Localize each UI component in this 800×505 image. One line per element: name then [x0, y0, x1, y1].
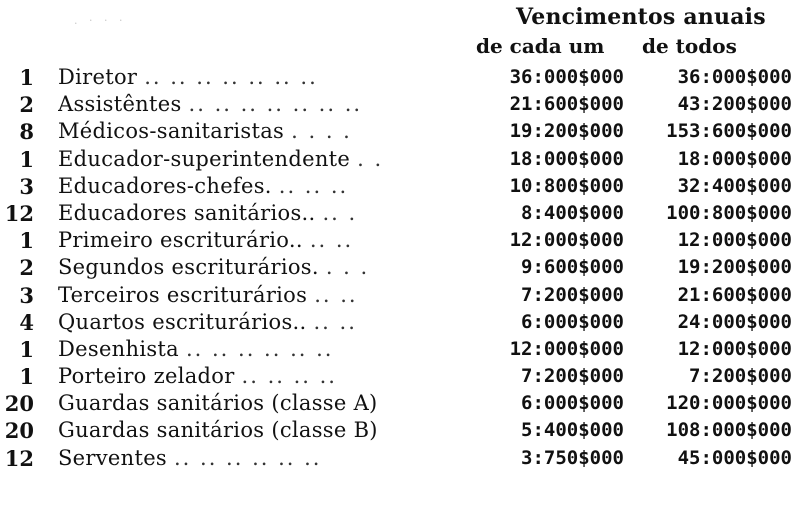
- row-salary-total: 100:800$000: [666, 201, 792, 224]
- row-salary-total: 18:000$000: [677, 147, 792, 170]
- row-leader-dots: .. ..: [309, 228, 354, 253]
- row-salary-each: 10:800$000: [509, 174, 624, 197]
- row-quantity: 20: [4, 418, 34, 444]
- row-salary-each: 12:000$000: [509, 229, 624, 252]
- row-leader-dots: .. ..: [314, 282, 358, 307]
- row-title-cell: [58, 173, 448, 200]
- table-row: [0, 282, 800, 309]
- row-title-cell: [58, 64, 448, 91]
- faint-smudge: . · · ·: [74, 14, 127, 27]
- row-salary-total: 43:200$000: [677, 93, 792, 116]
- row-title: Educadores-chefes.: [58, 173, 272, 198]
- row-title: Porteiro zelador: [58, 364, 235, 389]
- row-quantity: 4: [19, 309, 34, 335]
- row-quantity: 1: [19, 364, 34, 390]
- row-title: Segundos escriturários.: [58, 255, 319, 280]
- row-salary-each: 6:000$000: [521, 310, 624, 333]
- row-salary-total: 12:000$000: [677, 337, 792, 360]
- row-salary-each: 9:600$000: [521, 256, 624, 279]
- row-leader-dots: .. .. .. .. .. .. ..: [188, 92, 363, 117]
- row-leader-dots: .. .. .. .. .. .. ..: [144, 65, 318, 89]
- row-salary-each: 36:000$000: [509, 66, 624, 88]
- row-quantity: 1: [19, 228, 34, 254]
- row-salary-total: 7:200$000: [689, 365, 792, 388]
- row-salary-each: 21:600$000: [509, 93, 624, 116]
- row-salary-total: 36:000$000: [677, 66, 792, 88]
- row-title-cell: [58, 91, 448, 118]
- row-leader-dots: . . .: [325, 255, 370, 280]
- row-salary-total: 24:000$000: [677, 310, 792, 333]
- row-salary-each: 7:200$000: [521, 283, 624, 306]
- row-salary-total: 108:000$000: [666, 419, 792, 442]
- row-title-cell: [58, 254, 448, 281]
- row-leader-dots: .. .. ..: [278, 173, 349, 198]
- row-title: Quartos escriturários..: [58, 309, 307, 334]
- row-title-cell: [58, 417, 448, 444]
- row-quantity: 1: [19, 146, 34, 172]
- row-leader-dots: .. .. .. ..: [241, 364, 337, 389]
- header-title: Vencimentos anuais: [516, 4, 766, 30]
- table-row: [0, 445, 800, 472]
- row-quantity: 8: [19, 119, 34, 145]
- row-salary-total: 19:200$000: [677, 256, 792, 279]
- salary-table: [0, 64, 800, 472]
- row-quantity: 12: [4, 445, 34, 471]
- row-title-cell: [58, 309, 448, 336]
- table-row: [0, 336, 800, 363]
- row-leader-dots: .. .: [322, 200, 358, 225]
- table-row: [0, 64, 800, 91]
- row-title-cell: [58, 390, 448, 417]
- table-row: [0, 118, 800, 145]
- row-title: Serventes: [58, 445, 168, 470]
- row-leader-dots: .. ..: [313, 309, 357, 334]
- table-row: [0, 200, 800, 227]
- table-row: [0, 146, 800, 173]
- row-leader-dots: .. .. .. .. .. ..: [174, 445, 322, 470]
- header-col-all: de todos: [642, 34, 737, 58]
- row-quantity: 20: [4, 391, 34, 417]
- row-quantity: 1: [19, 65, 34, 90]
- table-row: [0, 390, 800, 417]
- row-salary-each: 6:000$000: [521, 392, 624, 415]
- table-row: [0, 254, 800, 281]
- row-salary-total: 120:000$000: [666, 392, 792, 415]
- row-title-cell: [58, 445, 448, 472]
- row-title-cell: [58, 363, 448, 390]
- row-salary-total: 32:400$000: [677, 174, 792, 197]
- row-title-cell: [58, 146, 448, 173]
- row-title: Terceiros escriturários: [58, 282, 308, 307]
- table-row: [0, 227, 800, 254]
- table-row: [0, 309, 800, 336]
- row-title: Assistêntes: [58, 92, 182, 117]
- table-row: [0, 363, 800, 390]
- row-title: Diretor: [58, 65, 138, 89]
- row-salary-each: 7:200$000: [521, 365, 624, 388]
- row-salary-each: 3:750$000: [521, 446, 624, 469]
- row-quantity: 2: [19, 92, 34, 118]
- row-quantity: 1: [19, 336, 34, 362]
- row-title: Educador-superintendente: [58, 146, 351, 171]
- table-row: [0, 417, 800, 444]
- row-salary-total: 153:600$000: [666, 120, 792, 143]
- row-salary-each: 19:200$000: [509, 120, 624, 143]
- row-salary-each: 12:000$000: [509, 337, 624, 360]
- row-title-cell: [58, 336, 448, 363]
- row-title: Guardas sanitários (classe A): [58, 391, 378, 416]
- row-title-cell: [58, 227, 448, 254]
- row-salary-each: 5:400$000: [521, 419, 624, 442]
- row-title: Desenhista: [58, 336, 179, 361]
- row-salary-total: 21:600$000: [677, 283, 792, 306]
- row-quantity: 2: [19, 255, 34, 281]
- row-leader-dots: .. .. .. .. .. ..: [185, 336, 334, 361]
- row-leader-dots: . . . .: [291, 119, 352, 144]
- row-salary-each: 18:000$000: [509, 147, 624, 170]
- row-title: Médicos-sanitaristas: [58, 119, 285, 144]
- row-quantity: 3: [19, 173, 34, 199]
- row-salary-total: 12:000$000: [677, 229, 792, 252]
- row-title: Guardas sanitários (classe B): [58, 418, 378, 443]
- row-salary-each: 8:400$000: [521, 201, 624, 224]
- row-leader-dots: . .: [357, 146, 384, 171]
- row-title-cell: [58, 282, 448, 309]
- header-col-each: de cada um: [476, 34, 605, 58]
- table-row: [0, 173, 800, 200]
- row-title: Educadores sanitários..: [58, 200, 316, 225]
- row-title-cell: [58, 118, 448, 145]
- row-title: Primeiro escriturário..: [58, 228, 303, 253]
- row-quantity: 3: [19, 282, 34, 308]
- row-salary-total: 45:000$000: [677, 446, 792, 469]
- table-row: [0, 91, 800, 118]
- row-quantity: 12: [4, 200, 34, 226]
- row-title-cell: [58, 200, 448, 227]
